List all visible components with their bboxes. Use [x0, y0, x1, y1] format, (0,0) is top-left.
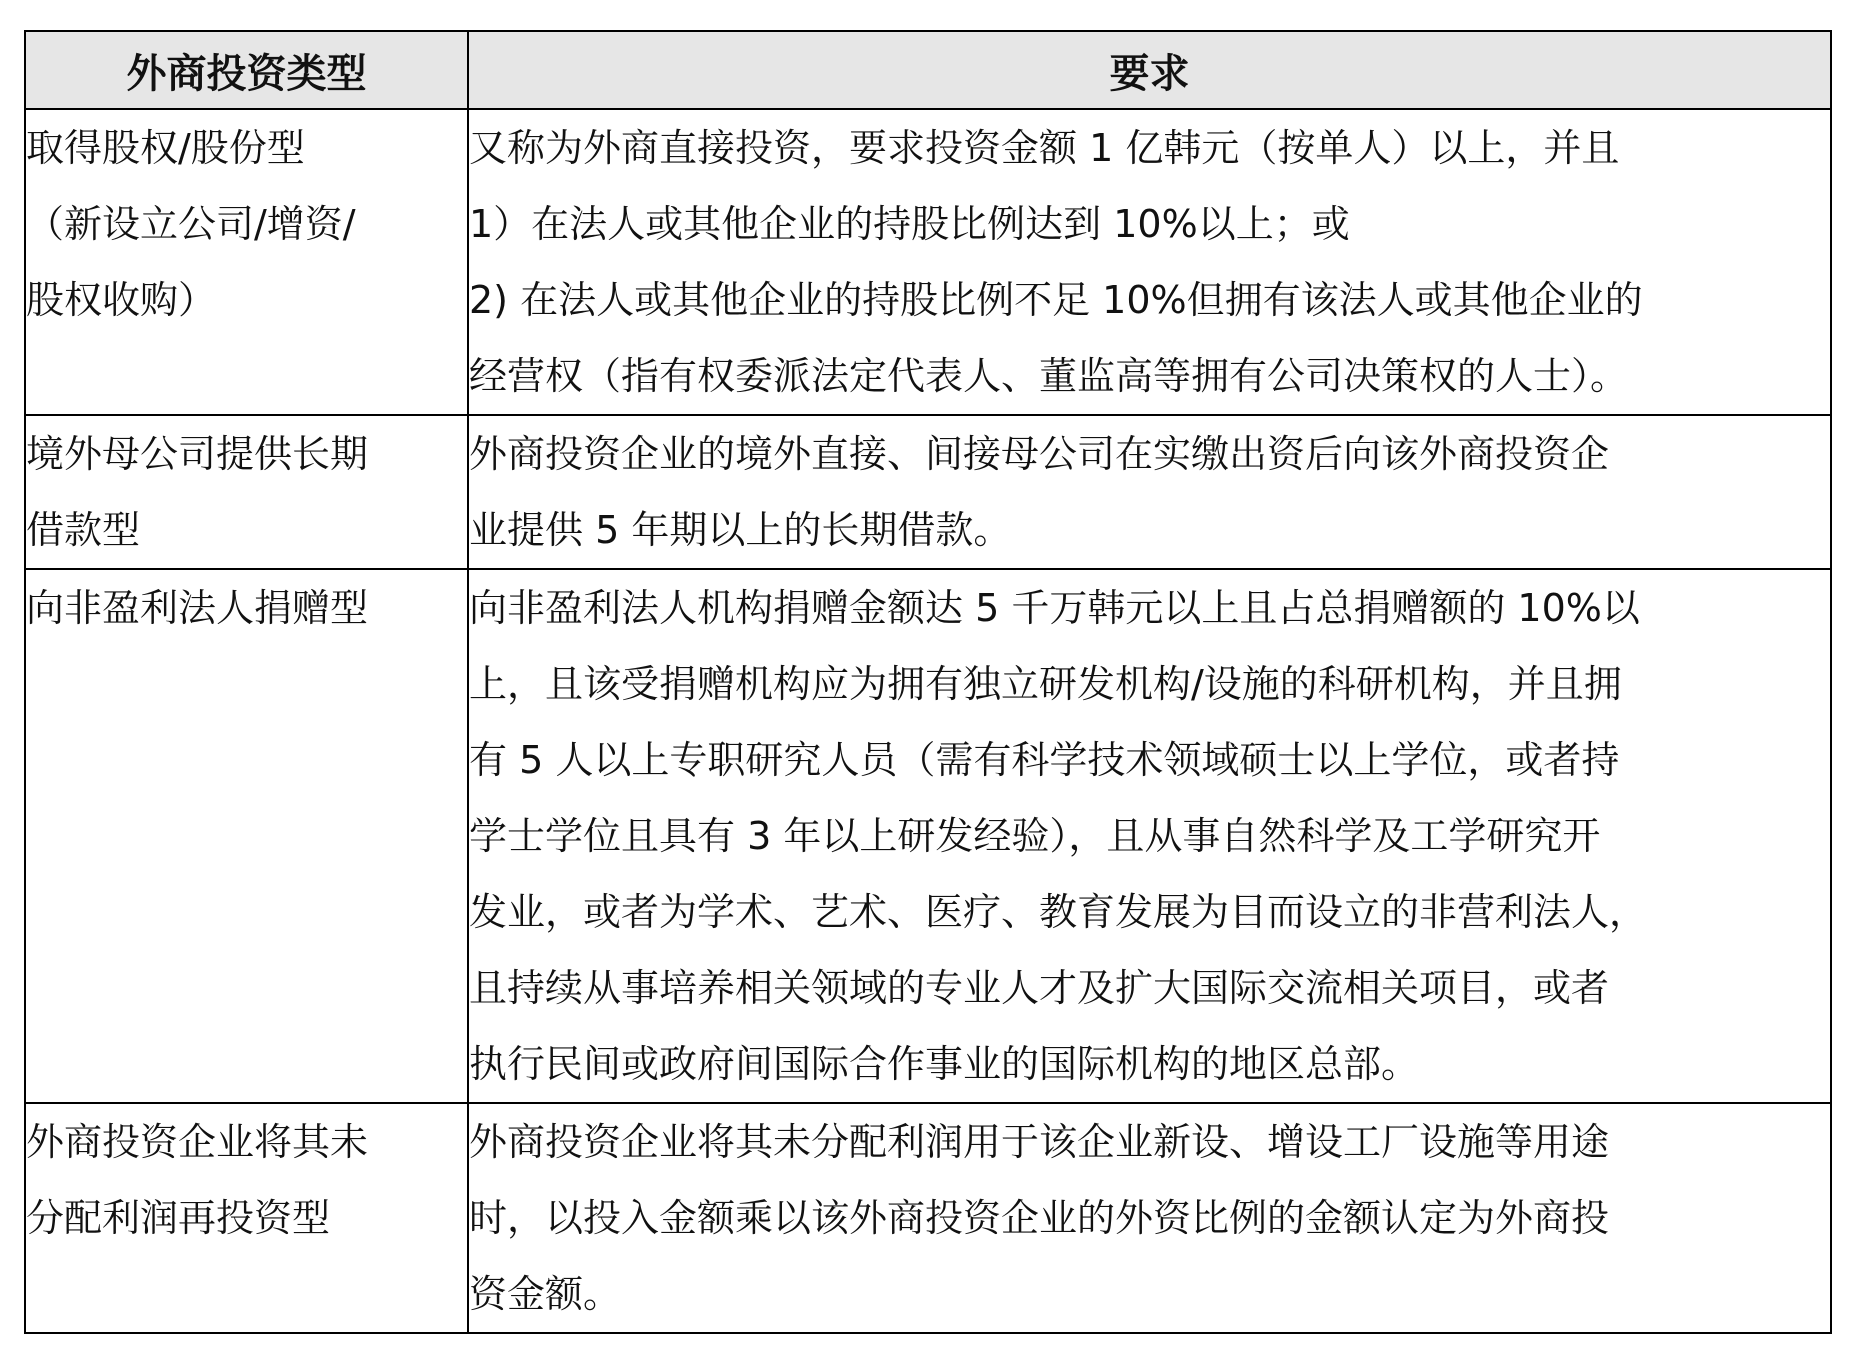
header-investment-type: 外商投资类型: [25, 31, 468, 109]
requirement-line: 且持续从事培养相关领域的专业人才及扩大国际交流相关项目，或者: [469, 966, 1610, 1010]
investment-type-cell: [25, 109, 468, 415]
table-row: [25, 415, 1831, 569]
investment-type-line: 境外母公司提供长期: [26, 432, 369, 476]
investment-type-line: 股权收购）: [26, 278, 217, 322]
requirement-line: 2) 在法人或其他企业的持股比例不足 10%但拥有该法人或其他企业的: [469, 278, 1643, 322]
table-row: [25, 1103, 1831, 1333]
requirement-line: 经营权（指有权委派法定代表人、董监高等拥有公司决策权的人士）。: [469, 354, 1629, 398]
requirement-line: 向非盈利法人机构捐赠金额达 5 千万韩元以上且占总捐赠额的 10%以: [469, 586, 1640, 630]
requirement-cell: [468, 569, 1831, 1103]
investment-type-cell: [25, 569, 468, 1103]
requirement-line: 学士学位且具有 3 年以上研发经验），且从事自然科学及工学研究开: [469, 814, 1601, 858]
requirement-line: 业提供 5 年期以上的长期借款。: [469, 508, 1012, 552]
requirement-line: 时，以投入金额乘以该外商投资企业的外资比例的金额认定为外商投: [469, 1196, 1610, 1240]
requirement-cell: [468, 415, 1831, 569]
investment-type-line: 取得股权/股份型: [26, 126, 305, 170]
requirement-line: 1）在法人或其他企业的持股比例达到 10%以上；或: [469, 202, 1350, 246]
investment-type-line: 向非盈利法人捐赠型: [26, 586, 369, 630]
investment-type-line: （新设立公司/增资/: [26, 202, 356, 246]
requirement-line: 有 5 人以上专职研究人员（需有科学技术领域硕士以上学位，或者持: [469, 738, 1620, 782]
requirement-cell: [468, 1103, 1831, 1333]
requirement-line: 又称为外商直接投资，要求投资金额 1 亿韩元（按单人）以上，并且: [469, 126, 1620, 170]
investment-type-cell: [25, 415, 468, 569]
requirement-line: 发业，或者为学术、艺术、医疗、教育发展为目而设立的非营利法人，: [469, 890, 1648, 934]
investment-types-table: [24, 30, 1832, 1334]
table-row: [25, 569, 1831, 1103]
requirement-cell: [468, 109, 1831, 415]
requirement-line: 执行民间或政府间国际合作事业的国际机构的地区总部。: [469, 1042, 1420, 1086]
requirement-line: 上，且该受捐赠机构应为拥有独立研发机构/设施的科研机构，并且拥: [469, 662, 1622, 706]
header-requirement: 要求: [468, 31, 1831, 109]
requirement-line: 外商投资企业的境外直接、间接母公司在实缴出资后向该外商投资企: [469, 432, 1610, 476]
investment-type-cell: [25, 1103, 468, 1333]
requirement-line: 外商投资企业将其未分配利润用于该企业新设、增设工厂设施等用途: [469, 1120, 1610, 1164]
table-row: [25, 109, 1831, 415]
investment-type-line: 分配利润再投资型: [26, 1196, 331, 1240]
investment-type-line: 外商投资企业将其未: [26, 1120, 369, 1164]
investment-type-line: 借款型: [26, 508, 141, 552]
requirement-line: 资金额。: [469, 1272, 622, 1316]
table-header-row: [25, 31, 1831, 109]
